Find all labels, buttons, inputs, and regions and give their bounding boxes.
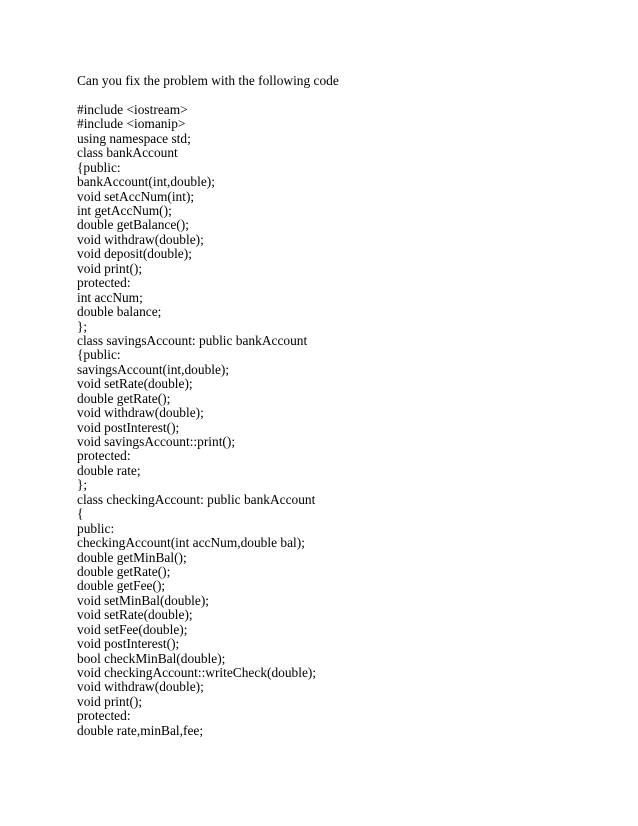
code-line: void setRate(double); [77,607,193,623]
code-line: {public: [77,347,121,363]
code-line: class bankAccount [77,145,178,161]
code-line: void withdraw(double); [77,679,204,695]
code-line: class savingsAccount: public bankAccount [77,332,308,348]
code-line: void withdraw(double); [77,405,204,421]
code-line: void withdraw(double); [77,231,204,247]
code-line: void print(); [77,260,143,276]
code-line: protected: [77,448,131,464]
code-line: void savingsAccount::print(); [77,434,236,450]
code-line: void postInterest(); [77,636,180,652]
code-line: }; [77,477,88,493]
code-line: int accNum; [77,289,143,305]
code-line: double rate; [77,462,141,478]
code-line: savingsAccount(int,double); [77,361,230,377]
code-line: using namespace std; [77,130,191,146]
code-line: }; [77,318,88,334]
code-line: protected: [77,275,131,291]
code-line: double balance; [77,304,162,320]
code-line: int getAccNum(); [77,203,172,219]
code-line: double rate,minBal,fee; [77,722,204,738]
code-line: double getRate(); [77,563,171,579]
code-line: bankAccount(int,double); [77,174,215,190]
code-line: {public: [77,159,121,175]
code-line: #include <iostream> [77,101,188,117]
code-line: void checkingAccount::writeCheck(double); [77,665,317,681]
code-line: void setMinBal(double); [77,592,210,608]
code-block [77,103,617,738]
code-line: bool checkMinBal(double); [77,650,226,666]
code-line: class checkingAccount: public bankAccount [77,491,316,507]
code-line: void setAccNum(int); [77,188,195,204]
code-line: checkingAccount(int accNum,double bal); [77,535,305,551]
code-line: void postInterest(); [77,419,180,435]
document-content [77,74,617,738]
code-line: { [77,506,84,522]
code-line: protected: [77,708,131,724]
code-line: double getRate(); [77,390,171,406]
code-line: void setFee(double); [77,621,188,637]
code-line: double getFee(); [77,578,166,594]
code-line: public: [77,520,115,536]
code-line: void print(); [77,693,143,709]
code-line: double getMinBal(); [77,549,187,565]
code-line: double getBalance(); [77,217,189,233]
code-line: void setRate(double); [77,376,193,392]
question-text: Can you fix the problem with the following code [77,73,339,88]
code-line: #include <iomanip> [77,116,186,132]
code-line: void deposit(double); [77,246,192,262]
